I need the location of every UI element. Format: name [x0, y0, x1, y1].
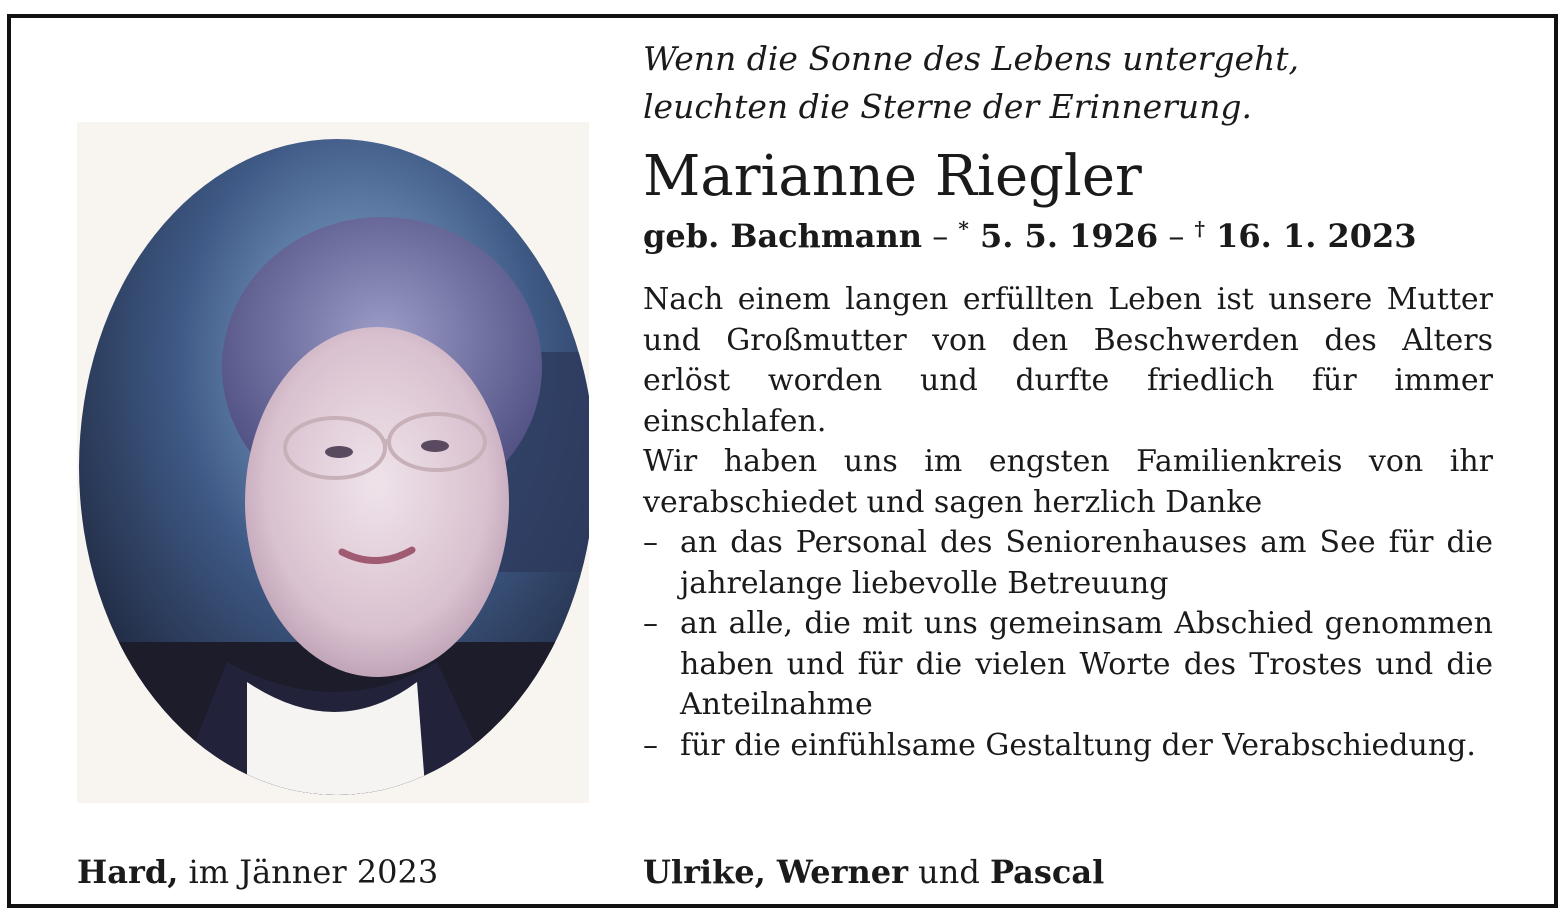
signatory-and: und	[907, 853, 990, 891]
birth-date: 5. 5. 1926	[968, 217, 1159, 255]
bullet-dash: –	[643, 606, 658, 641]
dash: –	[922, 217, 959, 255]
place-date: im Jänner 2023	[178, 853, 439, 891]
list-item-text: an alle, die mit uns gemeinsam Abschied genommen haben und für die vielen Worte des Trostes und die Anteilnahme	[680, 606, 1493, 722]
motto-line: leuchten die Sterne der Erinnerung.	[643, 87, 1253, 126]
place-town: Hard,	[77, 853, 179, 891]
bullet-dash: –	[643, 727, 658, 763]
obituary-frame	[7, 14, 1558, 908]
bullet-dash: –	[643, 525, 658, 560]
signatory-names: Ulrike, Werner	[643, 853, 908, 891]
death-date: 16. 1. 2023	[1204, 217, 1417, 255]
life-dates	[643, 216, 1417, 256]
paragraph: Nach einem langen erfüllten Leben ist unsere Mutter und Großmutter von den Beschwerden des Alters erlöst worden und durfte friedlich für immer einschlafen.	[643, 282, 1493, 439]
paragraph: Wir haben uns im engsten Familienkreis von ihr verabschiedet und sagen herzlich Danke	[643, 444, 1493, 520]
thanks-list	[643, 523, 1493, 766]
deceased-name: Marianne Riegler	[643, 144, 1142, 209]
list-item-text: an das Personal des Seniorenhauses am See für die jahrelange liebevolle Betreuung	[680, 525, 1493, 601]
obituary-text	[643, 280, 1493, 766]
motto-line: Wenn die Sonne des Lebens untergeht,	[643, 39, 1300, 78]
list-item	[643, 726, 1493, 767]
dash: –	[1158, 217, 1195, 255]
place-and-date	[77, 852, 438, 892]
death-symbol: †	[1194, 216, 1205, 241]
portrait-photo	[77, 122, 589, 803]
motto-quote	[643, 35, 1503, 131]
signatory-name: Pascal	[989, 853, 1105, 891]
list-item	[643, 523, 1493, 604]
list-item-text: für die einfühlsame Gestaltung der Verabschiedung.	[680, 727, 1476, 763]
birth-symbol: *	[958, 216, 969, 241]
signatories	[643, 852, 1104, 892]
list-item	[643, 604, 1493, 726]
maiden-name: geb. Bachmann	[643, 217, 923, 255]
